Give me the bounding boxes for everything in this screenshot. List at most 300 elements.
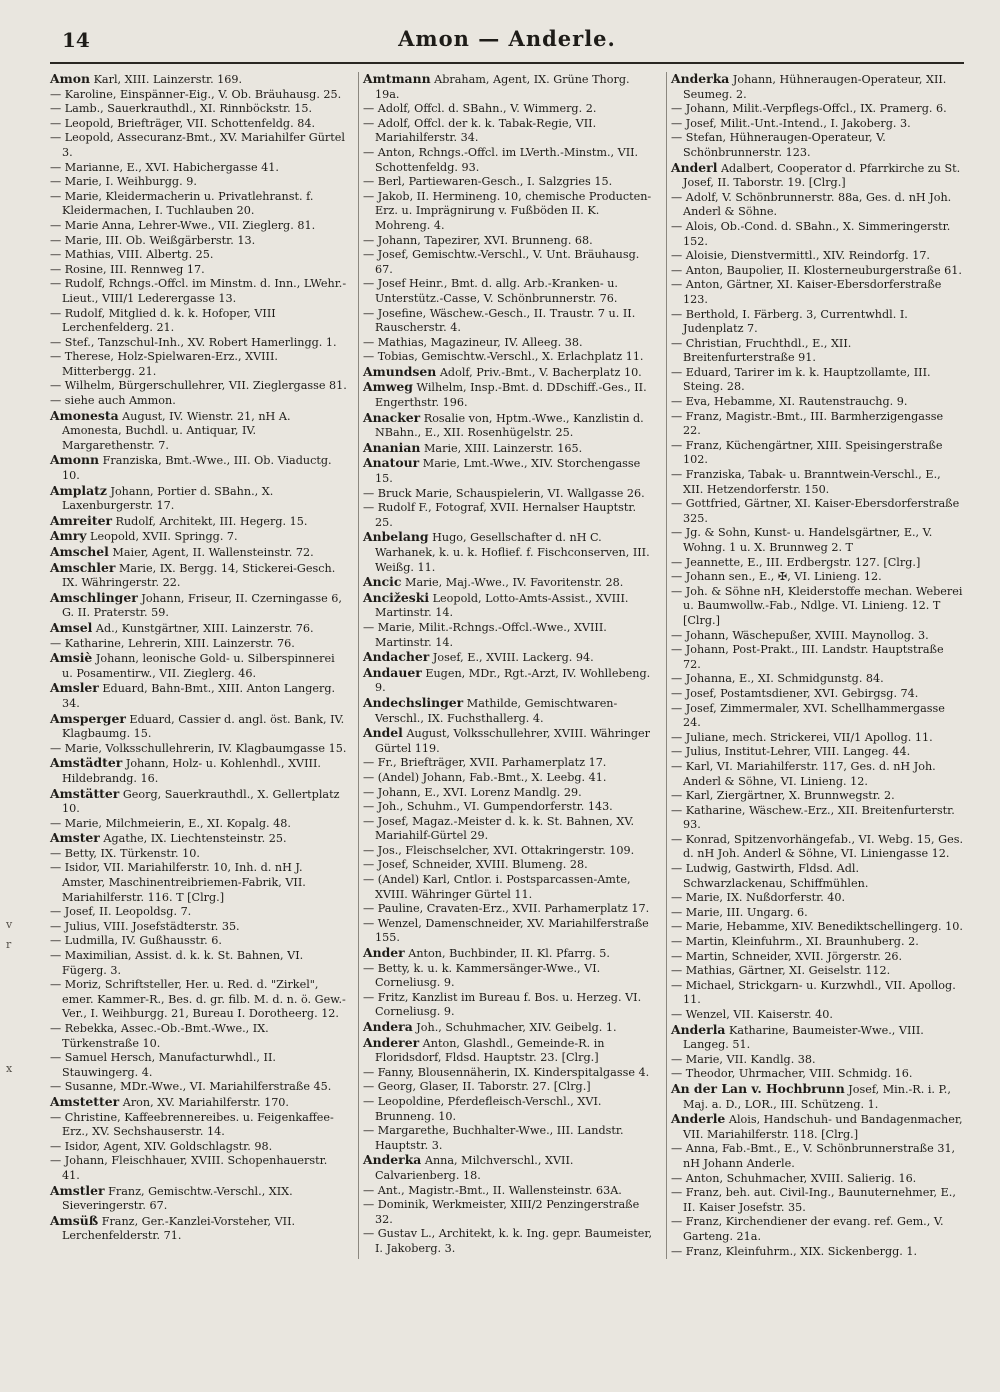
- directory-entry: [671, 950, 964, 965]
- directory-entry: [50, 787, 348, 817]
- entry-text: — Johann, E., XVI. Lorenz Mandlg. 29.: [363, 785, 582, 799]
- entry-text: — Fr., Briefträger, XVII. Parhamerplatz 17.: [363, 756, 607, 770]
- directory-entry: [671, 862, 964, 891]
- directory-entry: [671, 760, 964, 789]
- entry-text: — Therese, Holz-Spielwaren-Erz., XVIII. Mitterbergg. 21.: [50, 350, 278, 378]
- entry-text: — Wilhelm, Bürgerschullehrer, VII. Zieglergasse 81.: [50, 379, 347, 393]
- directory-entry: [363, 650, 656, 666]
- entry-text: — Moriz, Schriftsteller, Her. u. Red. d. "Zirkel", emer. Kammer-R., Bes. d. gr. filb. M. d. n. ö. Gew.-Ver., I. Weihburgg. 21, Bureau I. Dorotheerg. 12.: [50, 978, 346, 1021]
- entry-surname: An der Lan v. Hochbrunn: [671, 1080, 845, 1096]
- directory-entry: [671, 731, 964, 746]
- directory-entry: [671, 1082, 964, 1112]
- directory-entry: [50, 453, 348, 483]
- directory-entry: [671, 629, 964, 644]
- directory-entry: [671, 161, 964, 191]
- entry-surname: Anderka: [671, 71, 730, 86]
- directory-entry: [50, 117, 348, 132]
- directory-entry: [363, 962, 656, 991]
- directory-entry: [671, 702, 964, 731]
- entry-text: — Marie, Milit.-Rchngs.-Offcl.-Wwe., XVIII. Martinstr. 14.: [363, 620, 607, 649]
- entry-text: Abraham, Agent, IX. Grüne Thorg. 19a.: [375, 73, 630, 101]
- directory-entry: [50, 336, 348, 351]
- entry-text: Marie, XIII. Lainzerstr. 165.: [423, 441, 583, 455]
- entry-surname: Ancic: [363, 574, 402, 590]
- directory-entry: [50, 379, 348, 394]
- directory-entry: [671, 308, 964, 337]
- entry-surname: Amsler: [50, 680, 99, 696]
- directory-entry: [363, 786, 656, 801]
- entry-text: Mathilde, Gemischtwaren-Verschl., IX. Fuchsthallerg. 4.: [375, 696, 618, 725]
- directory-entry: [363, 441, 656, 457]
- directory-entry: [363, 234, 656, 249]
- directory-entry: [50, 307, 348, 336]
- entry-text: — Katharine, Wäschew.-Erz., XII. Breitenfurterstr. 93.: [671, 803, 955, 832]
- directory-entry: [671, 410, 964, 439]
- column-3: [666, 72, 964, 1259]
- entry-text: Anton, Buchbinder, II. Kl. Pfarrg. 5.: [408, 947, 610, 961]
- directory-entry: [50, 756, 348, 786]
- entry-text: — Johann, Tapezirer, XVI. Brunneng. 68.: [363, 233, 593, 247]
- entry-text: — Jeannette, E., III. Erdbergstr. 127. [Clrg.]: [671, 555, 921, 569]
- entry-text: — Gustav L., Architekt, k. k. Ing. gepr. Baumeister, I. Jakoberg. 3.: [363, 1227, 653, 1255]
- entry-text: — Marie Anna, Lehrer-Wwe., VII. Zieglerg. 81.: [50, 218, 316, 232]
- entry-text: Eugen, MDr., Rgt.-Arzt, IV. Wohllebeng. 9.: [375, 666, 651, 695]
- directory-entry: [50, 545, 348, 561]
- directory-entry: [671, 891, 964, 906]
- directory-entry: [671, 468, 964, 497]
- directory-entry: [671, 804, 964, 833]
- entry-text: Maier, Agent, II. Wallensteinstr. 72.: [112, 546, 314, 559]
- entry-surname: Amonn: [50, 452, 100, 468]
- entry-text: Joh., Schuhmacher, XIV. Geibelg. 1.: [416, 1021, 617, 1034]
- directory-entry: [50, 1022, 348, 1051]
- directory-entry: [50, 219, 348, 234]
- entry-text: Johann, Hühneraugen-Operateur, XII. Seumeg. 2.: [683, 73, 947, 101]
- entry-text: — Joh. & Söhne nH, Kleiderstoffe mechan. Weberei u. Baumwollw.-Fab., Ndlge. VI. Linieng. 12. T [Clrg.]: [671, 584, 963, 627]
- directory-entry: [50, 234, 348, 249]
- entry-text: Johann, Portier d. SBahn., X. Laxenburgerstr. 17.: [62, 484, 274, 513]
- entry-surname: Amry: [50, 528, 87, 544]
- entry-text: — Adolf, Offcl. d. SBahn., V. Wimmerg. 2.: [363, 102, 597, 116]
- entry-text: — Julius, Institut-Lehrer, VIII. Langeg. 44.: [671, 745, 911, 759]
- directory-entry: [363, 771, 656, 786]
- entry-text: — Josef, II. Leopoldsg. 7.: [50, 905, 192, 919]
- directory-entry: [671, 789, 964, 804]
- directory-entry: [363, 72, 656, 102]
- directory-entry: [363, 858, 656, 873]
- directory-entry: [50, 1111, 348, 1140]
- running-head: Amon — Anderle.: [398, 26, 616, 51]
- directory-entry: [363, 696, 656, 726]
- directory-entry: [363, 248, 656, 277]
- entry-text: Josef, E., XVIII. Lackerg. 94.: [432, 651, 594, 665]
- directory-entry: [671, 395, 964, 410]
- entry-text: Johann, Holz- u. Kohlenhdl., XVIII. Hildebrandg. 16.: [62, 757, 321, 785]
- directory-entry: [671, 643, 964, 672]
- entry-text: Eduard, Cassier d. angl. öst. Bank, IV. Klagbaumg. 15.: [62, 712, 345, 741]
- entry-text: — Aloisie, Dienstvermittl., XIV. Reindorfg. 17.: [671, 249, 930, 263]
- entry-text: — Georg, Glaser, II. Taborstr. 27. [Clrg.]: [363, 1080, 591, 1094]
- directory-entry: [671, 1112, 964, 1142]
- directory-entry: [671, 497, 964, 526]
- entry-surname: Andechslinger: [363, 694, 464, 710]
- directory-entry: [671, 687, 964, 702]
- directory-entry: [363, 1036, 656, 1066]
- directory-entry: [671, 439, 964, 468]
- entry-text: — Josef Heinr., Bmt. d. allg. Arb.-Kranken- u. Unterstütz.-Casse, V. Schönbrunnerstr. 76.: [363, 277, 618, 305]
- entry-text: — Rudolf, Mitglied d. k. k. Hofoper, VIII Lerchenfelderg. 21.: [50, 306, 276, 335]
- directory-entry: [671, 102, 964, 117]
- directory-entry: [363, 190, 656, 234]
- entry-text: — Konrad, Spitzenvorhängefab., VI. Webg. 15, Ges. d. nH Joh. Anderl & Söhne, VI. Liniengasse 12.: [671, 832, 964, 861]
- entry-text: Marie, Maj.-Wwe., IV. Favoritenstr. 28.: [404, 576, 624, 590]
- entry-text: — Josef, Gemischtw.-Verschl., V. Unt. Bräuhausg. 67.: [363, 248, 640, 276]
- entry-text: August, Volksschullehrer, XVIII. Währinger Gürtel 119.: [375, 727, 651, 755]
- entry-text: Alois, Handschuh- und Bandagenmacher, VII. Mariahilferstr. 118. [Clrg.]: [683, 1113, 963, 1141]
- entry-text: — Betty, k. u. k. Kammersänger-Wwe., VI. Corneliusg. 9.: [363, 961, 601, 990]
- entry-text: — Wenzel, VII. Kaiserstr. 40.: [671, 1008, 833, 1021]
- directory-entry: [50, 263, 348, 278]
- entry-surname: Amplatz: [50, 482, 107, 498]
- entry-text: — Juliane, mech. Strickerei, VII/1 Apollog. 11.: [671, 730, 933, 744]
- entry-text: — Marie, III. Ungarg. 6.: [671, 905, 808, 919]
- directory-entry: [50, 637, 348, 652]
- directory-entry: [363, 756, 656, 771]
- entry-text: — Jos., Fleischselcher, XVI. Ottakringerstr. 109.: [363, 843, 635, 857]
- entry-text: August, IV. Wienstr. 21, nH A. Amonesta, Buchdl. u. Antiquar, IV. Margarethenstr. 7.: [62, 409, 291, 452]
- directory-entry: [671, 906, 964, 921]
- entry-text: Franz, Ger.-Kanzlei-Vorsteher, VII. Lerchenfelderstr. 71.: [62, 1214, 296, 1243]
- directory-entry: [363, 336, 656, 351]
- directory-entry: [671, 366, 964, 395]
- entry-text: — Stefan, Hühneraugen-Operateur, V. Schönbrunnerstr. 123.: [671, 131, 886, 159]
- entry-text: — Adolf, V. Schönbrunnerstr. 88a, Ges. d. nH Joh. Anderl & Söhne.: [671, 190, 952, 219]
- directory-entry: [50, 484, 348, 514]
- directory-entry: [671, 920, 964, 935]
- entry-text: — Leopoldine, Pferdefleisch-Verschl., XVI. Brunneng. 10.: [363, 1094, 602, 1123]
- directory-entry: [363, 1020, 656, 1036]
- directory-entry: [363, 350, 656, 365]
- directory-entry: [671, 672, 964, 687]
- directory-entry: [50, 712, 348, 742]
- entry-text: Anna, Milchverschl., XVII. Calvarienberg. 18.: [375, 1154, 574, 1182]
- entry-text: Adolf, Priv.-Bmt., V. Bacherplatz 10.: [439, 365, 642, 379]
- entry-text: — Josef, Magaz.-Meister d. k. k. St. Bahnen, XV. Mariahilf-Gürtel 29.: [363, 814, 634, 843]
- directory-entry: [50, 742, 348, 757]
- entry-text: — Marie, Volksschullehrerin, IV. Klagbaumgasse 15.: [50, 741, 347, 755]
- directory-entry: [363, 456, 656, 486]
- entry-text: Franziska, Bmt.-Wwe., III. Ob. Viaductg. 10.: [62, 454, 332, 483]
- directory-entry: [50, 905, 348, 920]
- entry-text: — Marie, I. Weihburgg. 9.: [50, 175, 197, 189]
- entry-surname: Amsüß: [50, 1212, 99, 1228]
- directory-entry: [363, 1066, 656, 1081]
- entry-text: — Eva, Hebamme, XI. Rautenstrauchg. 9.: [671, 395, 908, 409]
- entry-text: — Betty, IX. Türkenstr. 10.: [50, 846, 200, 860]
- entry-text: Wilhelm, Insp.-Bmt. d. DDschiff.-Ges., II. Engerthstr. 196.: [375, 381, 647, 410]
- entry-text: — Rudolf F., Fotograf, XVII. Hernalser Hauptstr. 25.: [363, 501, 637, 529]
- entry-text: — Leopold, Briefträger, VII. Schottenfeldg. 84.: [50, 116, 315, 130]
- column-1: [50, 72, 348, 1259]
- directory-entry: [671, 1172, 964, 1187]
- directory-entry: [363, 902, 656, 917]
- entry-text: Leopold, Lotto-Amts-Assist., XVIII. Martinstr. 14.: [375, 591, 629, 620]
- entry-text: — Theodor, Uhrmacher, VIII. Schmidg. 16.: [671, 1067, 913, 1081]
- directory-entry: [671, 1142, 964, 1171]
- entry-text: — Johann, Wäschepußer, XVIII. Maynollog. 3.: [671, 628, 929, 642]
- entry-text: — Josef, Zimmermaler, XVI. Schellhammergasse 24.: [671, 701, 945, 730]
- directory-entry: [50, 72, 348, 88]
- directory-entry: [50, 591, 348, 621]
- entry-surname: Amstädter: [50, 755, 123, 771]
- directory-entry: [671, 1186, 964, 1215]
- directory-entry: [50, 949, 348, 978]
- entry-text: — Ant., Magistr.-Bmt., II. Wallensteinstr. 63A.: [363, 1183, 622, 1197]
- entry-text: — Joh., Schuhm., VI. Gumpendorferstr. 143.: [363, 800, 613, 814]
- entry-text: — Gottfried, Gärtner, XI. Kaiser-Ebersdorferstraße 325.: [671, 497, 960, 525]
- entry-text: — Fritz, Kanzlist im Bureau f. Bos. u. Herzeg. VI. Corneliusg. 9.: [363, 990, 642, 1019]
- margin-mark: r: [6, 938, 12, 951]
- entry-text: — Adolf, Offcl. der k. k. Tabak-Regie, VII. Mariahilferstr. 34.: [363, 116, 597, 145]
- entry-surname: Anderer: [363, 1034, 420, 1050]
- entry-surname: Amstetter: [50, 1093, 120, 1109]
- entry-surname: Amstätter: [50, 785, 120, 801]
- entry-text: — Franziska, Tabak- u. Branntwein-Verschl., E., XII. Hetzendorferstr. 150.: [671, 468, 941, 496]
- entry-text: — Leopold, Assecuranz-Bmt., XV. Mariahilfer Gürtel 3.: [50, 131, 345, 159]
- directory-entry: [50, 529, 348, 545]
- directory-entry: [671, 1008, 964, 1023]
- directory-entry: [671, 1245, 964, 1260]
- entry-text: Aron, XV. Mariahilferstr. 170.: [122, 1095, 289, 1109]
- entry-surname: Andel: [363, 725, 403, 741]
- entry-text: — Rosine, III. Rennweg 17.: [50, 262, 205, 276]
- directory-entry: [671, 745, 964, 760]
- entry-text: — Josef, Milit.-Unt.-Intend., I. Jakoberg. 3.: [671, 116, 911, 130]
- entry-text: — Alois, Ob.-Cond. d. SBahn., X. Simmeringerstr. 152.: [671, 219, 951, 248]
- entry-text: — Isidor, VII. Mariahilferstr. 10, Inh. d. nH J. Amster, Maschinentreibriemen-Fabrik, VII. Mariahilferstr. 116. T [Clrg.]: [50, 861, 306, 904]
- entry-text: Josef, Min.-R. i. P., Maj. a. D., LOR., III. Schützeng. 1.: [683, 1082, 951, 1111]
- entry-text: Rudolf, Architekt, III. Hegerg. 15.: [115, 514, 308, 528]
- entry-text: Agathe, IX. Liechtensteinstr. 25.: [103, 832, 287, 846]
- entry-surname: Amon: [50, 71, 90, 86]
- entry-surname: Andauer: [363, 664, 422, 680]
- directory-entry: [671, 556, 964, 571]
- entry-text: Anton, Glashdl., Gemeinde-R. in Floridsdorf, Fldsd. Hauptstr. 23. [Clrg.]: [375, 1036, 605, 1065]
- entry-surname: Anderka: [363, 1152, 422, 1168]
- directory-entry: [50, 861, 348, 905]
- entry-text: — Johann, Post-Prakt., III. Landstr. Hauptstraße 72.: [671, 643, 944, 671]
- entry-text: — Lamb., Sauerkrauthdl., XI. Rinnböckstr. 15.: [50, 102, 313, 116]
- entry-text: — Martin, Schneider, XVII. Jörgerstr. 26.: [671, 949, 903, 963]
- directory-entry: [50, 88, 348, 103]
- directory-entry: [671, 278, 964, 307]
- directory-entry: [50, 681, 348, 711]
- directory-entry: [671, 833, 964, 862]
- directory-entry: [671, 935, 964, 950]
- entry-text: — Anton, Baupolier, II. Klosterneuburgerstraße 61.: [671, 263, 962, 277]
- directory-entry: [671, 72, 964, 102]
- entry-text: — Mathias, VIII. Albertg. 25.: [50, 248, 214, 262]
- entry-text: Marie, IX. Bergg. 14, Stickerei-Gesch. IX. Währingerstr. 22.: [62, 561, 336, 590]
- directory-entry: [671, 191, 964, 220]
- entry-text: Katharine, Baumeister-Wwe., VIII. Langeg. 51.: [683, 1023, 924, 1052]
- directory-entry: [671, 979, 964, 1008]
- directory-entry: [671, 1053, 964, 1068]
- directory-entry: [50, 1095, 348, 1111]
- directory-entry: [50, 934, 348, 949]
- entry-text: — Jg. & Sohn, Kunst- u. Handelsgärtner, E., V. Wohng. 1 u. X. Brunnweg 2. T: [671, 526, 933, 554]
- directory-entry: [50, 514, 348, 530]
- directory-entry: [363, 1095, 656, 1124]
- directory-entry: [671, 337, 964, 366]
- directory-entry: [363, 873, 656, 902]
- margin-mark: x: [6, 1062, 13, 1075]
- entry-text: — Johann, Fleischhauer, XVIII. Schopenhauerstr. 41.: [50, 1154, 328, 1182]
- entry-text: — Marie, Kleidermacherin u. Privatlehranst. f. Kleidermachen, I. Tuchlauben 20.: [50, 189, 314, 218]
- directory-entry: [671, 570, 964, 585]
- directory-entry: [363, 1184, 656, 1199]
- entry-text: — Ludmilla, IV. Gußhausstr. 6.: [50, 934, 222, 948]
- entry-text: — Franz, Magistr.-Bmt., III. Barmherzigengasse 22.: [671, 409, 944, 438]
- entry-surname: Anderl: [671, 159, 718, 175]
- entry-text: — Stef., Tanzschul-Inh., XV. Robert Hamerlingg. 1.: [50, 335, 337, 349]
- entry-surname: Amster: [50, 830, 100, 846]
- entry-text: — Marie, Milchmeierin, E., XI. Kopalg. 48.: [50, 816, 291, 830]
- directory-entry: [50, 1154, 348, 1183]
- directory-columns: [50, 72, 964, 1259]
- directory-entry: [363, 487, 656, 502]
- entry-text: — Karoline, Einspänner-Eig., V. Ob. Bräuhausg. 25.: [50, 87, 342, 101]
- directory-entry: [50, 561, 348, 591]
- directory-entry: [50, 1184, 348, 1214]
- directory-entry: [50, 161, 348, 176]
- directory-entry: [50, 190, 348, 219]
- entry-text: — siehe auch Ammon.: [50, 394, 176, 408]
- entry-surname: Amschel: [50, 544, 109, 559]
- entry-surname: Anatour: [363, 455, 420, 471]
- directory-entry: [50, 1051, 348, 1080]
- entry-text: — Mathias, Magazineur, IV. Alleeg. 38.: [363, 335, 583, 349]
- entry-text: Marie, Lmt.-Wwe., XIV. Storchengasse 15.: [375, 457, 641, 486]
- entry-text: Leopold, XVII. Springg. 7.: [90, 530, 238, 544]
- directory-entry: [50, 920, 348, 935]
- directory-entry: [363, 946, 656, 962]
- entry-text: — Ludwig, Gastwirth, Fldsd. Adl. Schwarzlackenau, Schiffmühlen.: [671, 862, 869, 890]
- directory-entry: [363, 1153, 656, 1183]
- entry-text: — Isidor, Agent, XIV. Goldschlagstr. 98.: [50, 1139, 273, 1153]
- directory-entry: [363, 991, 656, 1020]
- directory-entry: [363, 726, 656, 756]
- directory-entry: [363, 175, 656, 190]
- entry-text: — Rebekka, Assec.-Ob.-Bmt.-Wwe., IX. Türkenstraße 10.: [50, 1022, 269, 1050]
- entry-surname: Amsperger: [50, 710, 126, 726]
- directory-entry: [671, 249, 964, 264]
- entry-surname: Ancižeski: [363, 589, 430, 605]
- page-number: 14: [62, 28, 90, 52]
- entry-text: — Marie, III. Ob. Weißgärberstr. 13.: [50, 233, 256, 247]
- entry-text: — Marie, VII. Kandlg. 38.: [671, 1052, 816, 1066]
- entry-surname: Amtmann: [363, 71, 431, 86]
- entry-surname: Amschler: [50, 559, 116, 575]
- entry-surname: Amonesta: [50, 407, 119, 423]
- entry-text: — Johann sen., E., ✠, VI. Linieng. 12.: [671, 570, 882, 584]
- entry-text: — Christine, Kaffeebrennereibes. u. Feigenkaffee-Erz., XV. Sechshauserstr. 14.: [50, 1110, 334, 1139]
- entry-text: — Bruck Marie, Schauspielerin, VI. Wallgasse 26.: [363, 486, 645, 500]
- directory-entry: [363, 411, 656, 441]
- margin-mark: v: [6, 918, 13, 931]
- entry-text: — Franz, Kleinfuhrm., XIX. Sickenbergg. 1.: [671, 1244, 918, 1258]
- entry-text: — Berthold, I. Färberg. 3, Currentwhdl. I. Judenplatz 7.: [671, 307, 908, 336]
- entry-text: — Fanny, Blousennäherin, IX. Kinderspitalgasse 4.: [363, 1065, 650, 1079]
- directory-entry: [363, 1227, 656, 1256]
- directory-entry: [363, 1198, 656, 1227]
- directory-entry: [50, 847, 348, 862]
- directory-entry: [363, 1124, 656, 1153]
- entry-text: — Tobias, Gemischtw.-Verschl., X. Erlachplatz 11.: [363, 350, 644, 364]
- entry-text: — Franz, Küchengärtner, XIII. Speisingerstraße 102.: [671, 438, 943, 467]
- entry-surname: Amreiter: [50, 512, 112, 528]
- directory-entry: [671, 220, 964, 249]
- entry-surname: Ananian: [363, 439, 421, 455]
- entry-text: — Martin, Kleinfuhrm., XI. Braunhuberg. 2.: [671, 935, 919, 949]
- directory-entry: [50, 1214, 348, 1244]
- entry-text: — Franz, Kirchendiener der evang. ref. Gem., V. Garteng. 21a.: [671, 1215, 944, 1243]
- entry-text: — (Andel) Johann, Fab.-Bmt., X. Leebg. 41.: [363, 770, 607, 784]
- entry-text: — Rudolf, Rchngs.-Offcl. im Minstm. d. Inn., LWehr.-Lieut., VIII/1 Lederergasse 13.: [50, 277, 347, 305]
- directory-entry: [671, 585, 964, 629]
- directory-entry: [50, 409, 348, 454]
- entry-text: — Anna, Fab.-Bmt., E., V. Schönbrunnerstraße 31, nH Johann Anderle.: [671, 1142, 956, 1170]
- directory-entry: [50, 651, 348, 681]
- directory-entry: [50, 394, 348, 409]
- directory-entry: [363, 621, 656, 650]
- entry-surname: Andera: [363, 1019, 413, 1034]
- entry-text: — Berl, Partiewaren-Gesch., I. Salzgries 15.: [363, 175, 613, 189]
- entry-text: — Julius, VIII. Josefstädterstr. 35.: [50, 919, 240, 933]
- directory-entry: [671, 526, 964, 555]
- column-2: [358, 72, 656, 1259]
- entry-text: — Karl, VI. Mariahilferstr. 117, Ges. d. nH Joh. Anderl & Söhne, VI. Linieng. 12.: [671, 759, 936, 788]
- entry-text: Johann, leonische Gold- u. Silberspinnerei u. Posamentirw., VII. Zieglerg. 46.: [62, 652, 335, 680]
- entry-text: — Anton, Rchngs.-Offcl. im LVerth.-Minstm., VII. Schottenfeldg. 93.: [363, 145, 639, 174]
- directory-entry: [363, 1080, 656, 1095]
- entry-surname: Andacher: [363, 649, 430, 665]
- directory-entry: [363, 307, 656, 336]
- entry-text: — Wenzel, Damenschneider, XV. Mariahilferstraße 155.: [363, 916, 649, 945]
- entry-text: Karl, XIII. Lainzerstr. 169.: [93, 73, 243, 86]
- entry-text: — Susanne, MDr.-Wwe., VI. Mariahilferstraße 45.: [50, 1080, 332, 1094]
- directory-entry: [50, 102, 348, 117]
- directory-entry: [671, 1067, 964, 1082]
- entry-surname: Amweg: [363, 379, 413, 395]
- entry-text: Franz, Gemischtw.-Verschl., XIX. Sieveringerstr. 67.: [62, 1184, 293, 1213]
- directory-entry: [671, 131, 964, 160]
- entry-text: — Pauline, Cravaten-Erz., XVII. Parhamerplatz 17.: [363, 902, 650, 916]
- entry-surname: Amsiè: [50, 650, 93, 666]
- entry-text: — Samuel Hersch, Manufacturwhdl., II. Stauwingerg. 4.: [50, 1051, 276, 1079]
- entry-surname: Anbelang: [363, 529, 429, 545]
- directory-entry: [50, 131, 348, 160]
- entry-text: — Katharine, Lehrerin, XIII. Lainzerstr. 76.: [50, 636, 295, 650]
- entry-text: — Josef, Schneider, XVIII. Blumeng. 28.: [363, 858, 588, 872]
- directory-entry: [50, 1140, 348, 1155]
- directory-entry: [363, 815, 656, 844]
- directory-entry: [363, 800, 656, 815]
- entry-text: — Marie, IX. Nußdorferstr. 40.: [671, 891, 846, 905]
- entry-text: — Mathias, Gärtner, XI. Geiselstr. 112.: [671, 964, 891, 978]
- entry-surname: Anderla: [671, 1021, 726, 1037]
- directory-entry: [363, 844, 656, 859]
